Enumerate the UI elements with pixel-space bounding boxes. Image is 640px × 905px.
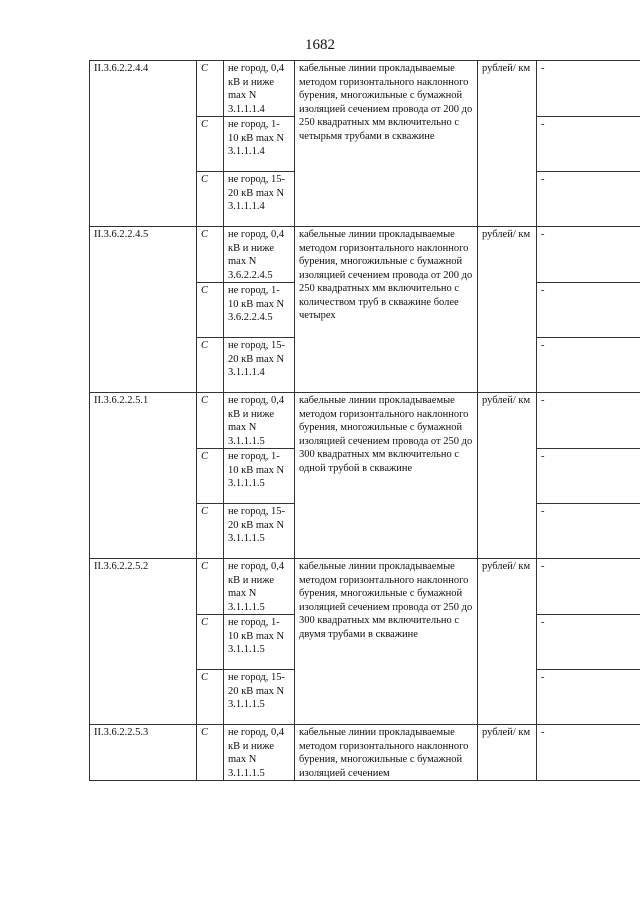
- description-cell: кабельные линии прокладываемые методом горизонтального наклонного бурения, многожильные с бумажной изоляцией сечением провода от 250 до 300 квадратных мм включительно с одной трубой в скважине: [295, 393, 478, 559]
- voltage-cell: не город, 1-10 кВ max N 3.1.1.1.4: [224, 117, 295, 172]
- category-cell: С: [197, 393, 224, 449]
- unit-cell: рублей/ км: [478, 725, 537, 781]
- description-cell: кабельные линии прокладываемые методом горизонтального наклонного бурения, многожильные с бумажной изоляцией сечением провода от 200 до 250 квадратных мм включительно с четырьмя трубами в скважине: [295, 61, 478, 227]
- category-cell: С: [197, 670, 224, 725]
- voltage-cell: не город, 0,4 кВ и ниже max N 3.6.2.2.4.5: [224, 227, 295, 283]
- voltage-cell: не город, 15-20 кВ max N 3.1.1.1.4: [224, 338, 295, 393]
- table-row: [90, 61, 640, 117]
- rate-cell: -: [537, 227, 640, 283]
- table-row: [90, 393, 640, 449]
- category-cell: С: [197, 227, 224, 283]
- voltage-cell: не город, 1-10 кВ max N 3.1.1.1.5: [224, 449, 295, 504]
- rate-cell: -: [537, 338, 640, 393]
- item-code-cell: II.3.6.2.2.4.5: [90, 227, 197, 393]
- rate-cell: -: [537, 504, 640, 559]
- voltage-cell: не город, 0,4 кВ и ниже max N 3.1.1.1.4: [224, 61, 295, 117]
- voltage-cell: не город, 1-10 кВ max N 3.6.2.2.4.5: [224, 283, 295, 338]
- item-code-cell: II.3.6.2.2.5.2: [90, 559, 197, 725]
- category-cell: С: [197, 283, 224, 338]
- table-row: [90, 227, 640, 283]
- item-code-cell: II.3.6.2.2.4.4: [90, 61, 197, 227]
- description-cell: кабельные линии прокладываемые методом горизонтального наклонного бурения, многожильные с бумажной изоляцией сечением: [295, 725, 478, 781]
- table-row: [90, 559, 640, 615]
- description-cell: кабельные линии прокладываемые методом горизонтального наклонного бурения, многожильные с бумажной изоляцией сечением провода от 200 до 250 квадратных мм включительно с количеством труб в скважине более четырех: [295, 227, 478, 393]
- rate-cell: -: [537, 670, 640, 725]
- tariff-table: [89, 60, 640, 781]
- unit-cell: рублей/ км: [478, 61, 537, 227]
- category-cell: С: [197, 338, 224, 393]
- category-cell: С: [197, 559, 224, 615]
- rate-cell: -: [537, 393, 640, 449]
- item-code-cell: II.3.6.2.2.5.3: [90, 725, 197, 781]
- rate-cell: -: [537, 449, 640, 504]
- voltage-cell: не город, 0,4 кВ и ниже max N 3.1.1.1.5: [224, 393, 295, 449]
- unit-cell: рублей/ км: [478, 393, 537, 559]
- rate-cell: -: [537, 61, 640, 117]
- voltage-cell: не город, 0,4 кВ и ниже max N 3.1.1.1.5: [224, 559, 295, 615]
- category-cell: С: [197, 61, 224, 117]
- rate-cell: -: [537, 172, 640, 227]
- rate-cell: -: [537, 283, 640, 338]
- tariff-table-body: [90, 61, 640, 781]
- unit-cell: рублей/ км: [478, 559, 537, 725]
- category-cell: С: [197, 172, 224, 227]
- voltage-cell: не город, 15-20 кВ max N 3.1.1.1.5: [224, 670, 295, 725]
- voltage-cell: не город, 15-20 кВ max N 3.1.1.1.4: [224, 172, 295, 227]
- category-cell: С: [197, 504, 224, 559]
- rate-cell: -: [537, 615, 640, 670]
- voltage-cell: не город, 0,4 кВ и ниже max N 3.1.1.1.5: [224, 725, 295, 781]
- rate-cell: -: [537, 559, 640, 615]
- description-cell: кабельные линии прокладываемые методом горизонтального наклонного бурения, многожильные с бумажной изоляцией сечением провода от 250 до 300 квадратных мм включительно с двумя трубами в скважине: [295, 559, 478, 725]
- voltage-cell: не город, 1-10 кВ max N 3.1.1.1.5: [224, 615, 295, 670]
- table-row: [90, 725, 640, 781]
- unit-cell: рублей/ км: [478, 227, 537, 393]
- category-cell: С: [197, 615, 224, 670]
- item-code-cell: II.3.6.2.2.5.1: [90, 393, 197, 559]
- category-cell: С: [197, 117, 224, 172]
- page-number: 1682: [305, 37, 335, 53]
- category-cell: С: [197, 449, 224, 504]
- rate-cell: -: [537, 117, 640, 172]
- voltage-cell: не город, 15-20 кВ max N 3.1.1.1.5: [224, 504, 295, 559]
- rate-cell: -: [537, 725, 640, 781]
- category-cell: С: [197, 725, 224, 781]
